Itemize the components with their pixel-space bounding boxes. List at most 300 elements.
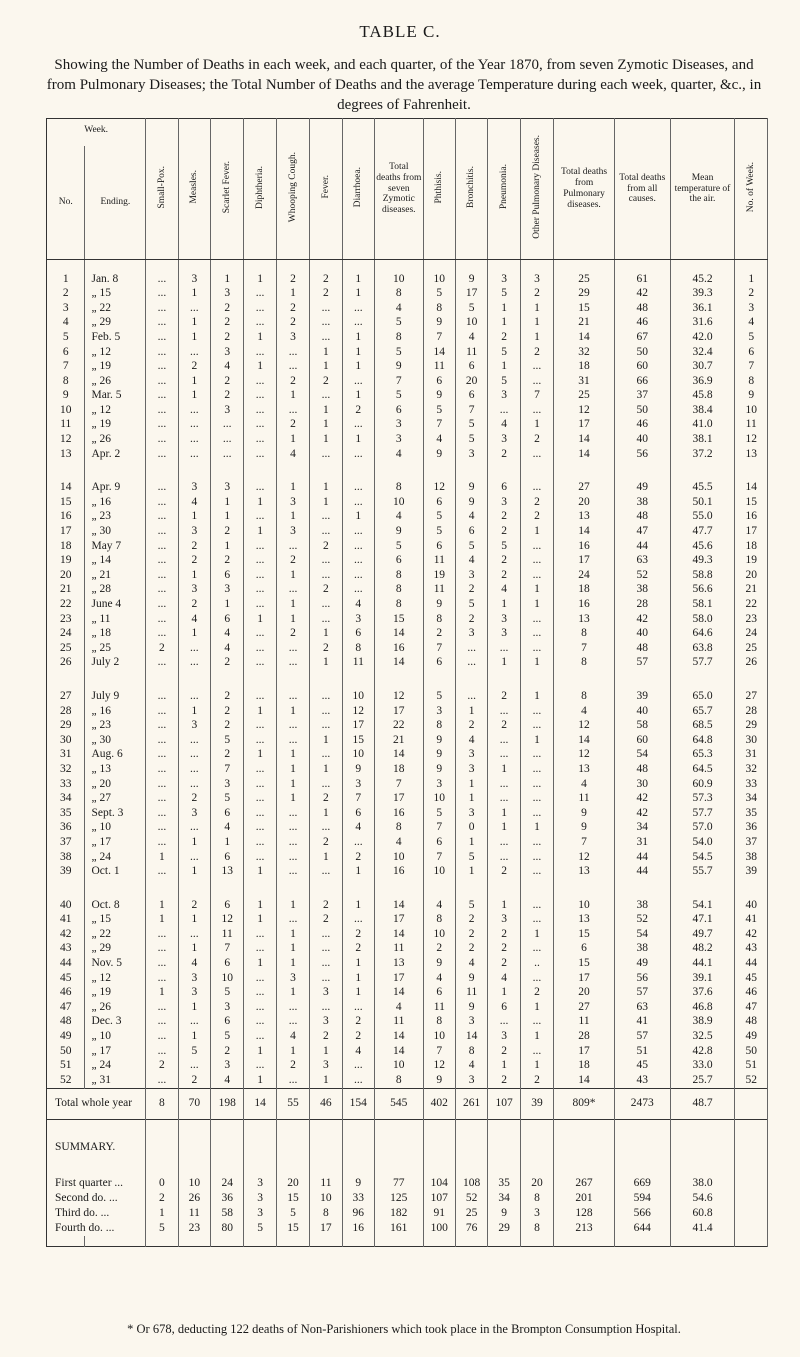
table-cell: 7	[211, 942, 244, 957]
table-cell: ...	[178, 748, 210, 763]
table-cell: ...	[244, 627, 276, 642]
spacer-cell	[488, 1236, 520, 1247]
summary-cell: 76	[455, 1221, 487, 1236]
table-cell: 15	[554, 927, 615, 942]
table-cell: 1	[488, 762, 520, 777]
table-cell: ...	[146, 495, 178, 510]
header-other-pulmonary: Other Pulmonary Diseases.	[520, 119, 553, 260]
table-cell: 1	[146, 898, 178, 913]
table-cell: 9	[423, 316, 455, 331]
table-cell: 5	[211, 733, 244, 748]
table-cell: 5	[423, 806, 455, 821]
table-cell: 1	[178, 865, 210, 880]
spacer-cell	[488, 260, 520, 273]
table-cell: 48	[614, 641, 670, 656]
table-row	[47, 525, 768, 540]
table-cell: 8	[423, 612, 455, 627]
week-number: 27	[47, 689, 85, 704]
week-number-right: 34	[735, 792, 768, 807]
table-cell: 1	[276, 942, 309, 957]
table-cell: 13	[554, 510, 615, 525]
totals-cell: 2473	[614, 1088, 670, 1119]
week-number: 22	[47, 597, 85, 612]
spacer-cell	[375, 1236, 424, 1247]
table-cell: 57.3	[670, 792, 735, 807]
spacer-cell	[670, 462, 735, 481]
table-cell: 2	[310, 287, 342, 302]
table-row	[47, 345, 768, 360]
table-cell: 3	[455, 1015, 487, 1030]
table-cell: ...	[146, 345, 178, 360]
table-cell: 4	[375, 447, 424, 462]
table-cell: 58.1	[670, 597, 735, 612]
table-cell: 1	[211, 539, 244, 554]
table-cell: ...	[276, 913, 309, 928]
table-cell: 28	[554, 1030, 615, 1045]
table-row	[47, 957, 768, 972]
table-row	[47, 481, 768, 496]
table-cell: 60	[614, 360, 670, 375]
week-ending: „ 20	[85, 777, 146, 792]
table-cell: 9	[423, 748, 455, 763]
table-cell: 36.1	[670, 301, 735, 316]
spacer-cell	[488, 462, 520, 481]
table-cell: 2	[178, 1073, 210, 1088]
table-cell: 65.0	[670, 689, 735, 704]
table-cell: 60.9	[670, 777, 735, 792]
table-cell: 28	[614, 597, 670, 612]
table-row	[47, 733, 768, 748]
table-cell: ...	[276, 656, 309, 671]
table-cell: 8	[375, 583, 424, 598]
table-cell: 1	[520, 656, 553, 671]
table-cell: 4	[211, 821, 244, 836]
summary-empty-cell	[554, 1119, 615, 1176]
week-number-right: 48	[735, 1015, 768, 1030]
week-number-right: 2	[735, 287, 768, 302]
table-cell: 1	[488, 986, 520, 1001]
week-number: 41	[47, 913, 85, 928]
table-cell: ...	[244, 418, 276, 433]
table-cell: 1	[146, 850, 178, 865]
spacer-cell	[342, 670, 374, 689]
spacer-row	[47, 1236, 768, 1247]
week-number-right: 46	[735, 986, 768, 1001]
table-cell: 1	[520, 330, 553, 345]
table-cell: 58.8	[670, 568, 735, 583]
table-cell: ...	[146, 360, 178, 375]
table-cell: ...	[520, 865, 553, 880]
week-number-right: 39	[735, 865, 768, 880]
table-cell: 9	[554, 821, 615, 836]
table-cell: 1	[276, 986, 309, 1001]
spacer-cell	[211, 1236, 244, 1247]
week-number: 45	[47, 971, 85, 986]
table-row	[47, 927, 768, 942]
table-cell: ...	[244, 510, 276, 525]
week-number-right: 47	[735, 1000, 768, 1015]
week-number-right: 3	[735, 301, 768, 316]
table-cell: 9	[423, 762, 455, 777]
header-small-pox: Small-Pox.	[146, 119, 178, 260]
table-cell: 1	[310, 345, 342, 360]
week-number-right: 29	[735, 719, 768, 734]
table-cell: 14	[554, 733, 615, 748]
table-cell: 2	[211, 316, 244, 331]
week-ending: „ 10	[85, 1030, 146, 1045]
spacer-cell	[85, 260, 146, 273]
spacer-cell	[276, 1236, 309, 1247]
week-number: 11	[47, 418, 85, 433]
table-cell: 32	[554, 345, 615, 360]
table-cell: 64.8	[670, 733, 735, 748]
spacer-cell	[670, 879, 735, 898]
table-cell: 2	[310, 898, 342, 913]
table-cell: 2	[178, 554, 210, 569]
table-cell: 30.7	[670, 360, 735, 375]
table-cell: 1	[276, 287, 309, 302]
summary-empty-cell	[310, 1119, 342, 1176]
table-cell: 2	[455, 927, 487, 942]
table-cell: 2	[488, 865, 520, 880]
table-cell: 7	[211, 762, 244, 777]
table-cell: 1	[178, 835, 210, 850]
table-cell: 1	[310, 360, 342, 375]
table-cell: 67	[614, 330, 670, 345]
table-row	[47, 510, 768, 525]
table-cell: 45.8	[670, 389, 735, 404]
week-ending: „ 15	[85, 913, 146, 928]
table-cell: 20	[455, 374, 487, 389]
table-row	[47, 1000, 768, 1015]
header-scarlet-fever: Scarlet Fever.	[211, 119, 244, 260]
table-cell: 2	[488, 957, 520, 972]
table-row	[47, 1073, 768, 1088]
table-cell: 2	[520, 1073, 553, 1088]
table-cell: 65.3	[670, 748, 735, 763]
table-cell: 41.0	[670, 418, 735, 433]
spacer-cell	[520, 462, 553, 481]
table-cell: ...	[244, 971, 276, 986]
table-cell: 1	[520, 927, 553, 942]
table-cell: ...	[211, 447, 244, 462]
table-cell: 42	[614, 612, 670, 627]
table-cell: 6	[423, 986, 455, 1001]
table-cell: 1	[276, 762, 309, 777]
table-cell: ...	[342, 539, 374, 554]
week-number-right: 43	[735, 942, 768, 957]
table-cell: 14	[554, 447, 615, 462]
week-number-right: 35	[735, 806, 768, 821]
table-cell: 3	[342, 777, 374, 792]
table-row	[47, 821, 768, 836]
table-cell: ...	[146, 418, 178, 433]
table-cell: 14	[375, 898, 424, 913]
spacer-cell	[735, 879, 768, 898]
table-cell: 2	[276, 554, 309, 569]
week-number: 52	[47, 1073, 85, 1088]
table-cell: 16	[375, 806, 424, 821]
table-cell: 14	[375, 927, 424, 942]
table-cell: ...	[520, 704, 553, 719]
spacer-cell	[455, 462, 487, 481]
table-cell: 1	[455, 792, 487, 807]
spacer-cell	[455, 1236, 487, 1247]
table-cell: 68.5	[670, 719, 735, 734]
week-number-right: 7	[735, 360, 768, 375]
table-cell: 1	[244, 957, 276, 972]
spacer-cell	[554, 670, 615, 689]
table-cell: 5	[423, 403, 455, 418]
table-cell: 27	[554, 481, 615, 496]
table-cell: 14	[375, 1044, 424, 1059]
summary-cell: 9	[488, 1206, 520, 1221]
table-cell: ...	[276, 835, 309, 850]
spacer-cell	[211, 260, 244, 273]
summary-empty-cell	[375, 1119, 424, 1176]
week-ending: „ 10	[85, 821, 146, 836]
table-cell: 1	[342, 865, 374, 880]
table-cell: 1	[310, 1044, 342, 1059]
summary-row	[47, 1176, 768, 1191]
week-number: 10	[47, 403, 85, 418]
summary-cell-empty	[735, 1176, 768, 1191]
table-cell: 1	[520, 418, 553, 433]
week-ending: „ 23	[85, 510, 146, 525]
table-cell: ...	[178, 345, 210, 360]
totals-cell: 545	[375, 1088, 424, 1119]
week-number-right: 19	[735, 554, 768, 569]
table-cell: ...	[342, 1073, 374, 1088]
summary-heading-row	[47, 1119, 768, 1176]
week-number: 34	[47, 792, 85, 807]
table-cell: 38	[614, 495, 670, 510]
table-cell: 4	[375, 301, 424, 316]
table-cell: 5	[455, 418, 487, 433]
table-cell: 32.4	[670, 345, 735, 360]
table-cell: ...	[178, 301, 210, 316]
table-cell: 9	[342, 762, 374, 777]
spacer-cell	[146, 1236, 178, 1247]
table-cell: 6	[211, 850, 244, 865]
table-cell: 44	[614, 865, 670, 880]
table-cell: 7	[554, 835, 615, 850]
table-cell: 11	[423, 554, 455, 569]
table-cell: 40	[614, 627, 670, 642]
spacer-cell	[455, 879, 487, 898]
table-cell: 2	[276, 272, 309, 287]
spacer-cell	[178, 260, 210, 273]
table-cell: ...	[276, 345, 309, 360]
spacer-row	[47, 260, 768, 273]
spacer-cell	[310, 260, 342, 273]
table-cell: ...	[244, 583, 276, 598]
table-cell: 7	[342, 792, 374, 807]
week-number-right: 10	[735, 403, 768, 418]
spacer-cell	[423, 462, 455, 481]
table-cell: 49	[614, 957, 670, 972]
totals-cell: 809*	[554, 1088, 615, 1119]
spacer-cell	[488, 879, 520, 898]
summary-empty-cell	[614, 1119, 670, 1176]
table-cell: 5	[488, 287, 520, 302]
table-cell: 58.0	[670, 612, 735, 627]
table-cell: 3	[178, 986, 210, 1001]
table-cell: 14	[375, 627, 424, 642]
summary-cell: 1	[146, 1206, 178, 1221]
table-cell: ...	[342, 301, 374, 316]
table-cell: 1	[244, 495, 276, 510]
spacer-cell	[455, 260, 487, 273]
table-cell: 10	[375, 850, 424, 865]
table-cell: 1	[310, 733, 342, 748]
table-cell: ...	[342, 481, 374, 496]
table-cell: 12	[423, 481, 455, 496]
table-cell: 8	[554, 689, 615, 704]
table-cell: 13	[554, 612, 615, 627]
table-cell: ...	[146, 597, 178, 612]
week-number-right: 41	[735, 913, 768, 928]
summary-cell: 267	[554, 1176, 615, 1191]
summary-cell: 77	[375, 1176, 424, 1191]
summary-cell: 201	[554, 1191, 615, 1206]
table-cell: 14	[554, 330, 615, 345]
week-ending: „ 19	[85, 360, 146, 375]
table-cell: 6	[423, 495, 455, 510]
week-number-right: 15	[735, 495, 768, 510]
table-cell: 4	[375, 510, 424, 525]
week-ending: „ 28	[85, 583, 146, 598]
week-number: 18	[47, 539, 85, 554]
table-cell: 4	[375, 1000, 424, 1015]
table-cell: ...	[146, 627, 178, 642]
table-cell: 4	[455, 554, 487, 569]
week-number: 28	[47, 704, 85, 719]
table-cell: 2	[488, 719, 520, 734]
table-cell: 5	[488, 345, 520, 360]
table-cell: 10	[423, 272, 455, 287]
table-cell: 1	[520, 733, 553, 748]
week-ending: „ 22	[85, 927, 146, 942]
table-cell: 38	[614, 942, 670, 957]
table-cell: 9	[554, 806, 615, 821]
week-number: 7	[47, 360, 85, 375]
week-number: 31	[47, 748, 85, 763]
table-row	[47, 583, 768, 598]
table-cell: 2	[310, 913, 342, 928]
table-cell: ...	[520, 554, 553, 569]
summary-cell: 15	[276, 1191, 309, 1206]
table-cell: 1	[178, 287, 210, 302]
table-cell: 14	[554, 433, 615, 448]
table-cell: 5	[423, 525, 455, 540]
table-cell: 1	[244, 898, 276, 913]
table-cell: 2	[488, 447, 520, 462]
table-cell: 2	[488, 554, 520, 569]
table-cell: 4	[211, 627, 244, 642]
table-cell: 6	[211, 612, 244, 627]
table-cell: 7	[455, 403, 487, 418]
table-cell: 5	[211, 1030, 244, 1045]
table-cell: 51	[614, 1044, 670, 1059]
table-cell: 1	[488, 806, 520, 821]
week-ending: „ 21	[85, 568, 146, 583]
table-cell: 3	[211, 583, 244, 598]
table-cell: 1	[276, 792, 309, 807]
table-cell: ...	[342, 1059, 374, 1074]
summary-cell: 41.4	[670, 1221, 735, 1236]
table-cell: ...	[520, 748, 553, 763]
week-number-right: 42	[735, 927, 768, 942]
table-cell: ...	[244, 568, 276, 583]
summary-empty-cell	[423, 1119, 455, 1176]
table-cell: 11	[211, 927, 244, 942]
summary-label: Third do. ...	[47, 1206, 146, 1221]
totals-row	[47, 1088, 768, 1119]
summary-cell: 96	[342, 1206, 374, 1221]
table-cell: 16	[554, 597, 615, 612]
table-cell: 48.2	[670, 942, 735, 957]
week-number-right: 21	[735, 583, 768, 598]
table-cell: 17	[554, 554, 615, 569]
table-cell: 1	[520, 525, 553, 540]
week-number: 26	[47, 656, 85, 671]
table-row	[47, 495, 768, 510]
spacer-cell	[375, 879, 424, 898]
table-cell: 13	[554, 913, 615, 928]
table-cell: 6	[211, 898, 244, 913]
table-cell: 50	[614, 403, 670, 418]
table-cell: 2	[178, 597, 210, 612]
table-cell: ...	[178, 927, 210, 942]
spacer-cell	[85, 462, 146, 481]
table-cell: ...	[520, 806, 553, 821]
summary-cell: 11	[178, 1206, 210, 1221]
table-cell: 3	[211, 1059, 244, 1074]
table-cell: 7	[423, 418, 455, 433]
table-cell: 1	[520, 821, 553, 836]
table-cell: 9	[375, 360, 424, 375]
week-number: 38	[47, 850, 85, 865]
spacer-cell	[244, 260, 276, 273]
week-number: 6	[47, 345, 85, 360]
summary-cell: 0	[146, 1176, 178, 1191]
totals-cell: 39	[520, 1088, 553, 1119]
table-cell: 1	[244, 360, 276, 375]
week-number: 36	[47, 821, 85, 836]
table-row	[47, 287, 768, 302]
week-number-right: 49	[735, 1030, 768, 1045]
table-cell: 1	[455, 865, 487, 880]
table-cell: 17	[342, 719, 374, 734]
spacer-cell	[614, 1236, 670, 1247]
table-row	[47, 403, 768, 418]
week-number-right: 4	[735, 316, 768, 331]
spacer-cell	[47, 260, 85, 273]
table-cell: 1	[342, 898, 374, 913]
week-ending: Apr. 2	[85, 447, 146, 462]
table-cell: 2	[211, 554, 244, 569]
table-cell: 3	[455, 447, 487, 462]
table-row	[47, 374, 768, 389]
table-cell: ...	[342, 374, 374, 389]
table-cell: 9	[455, 481, 487, 496]
week-ending: „ 14	[85, 554, 146, 569]
spacer-cell	[520, 879, 553, 898]
table-cell: ...	[178, 418, 210, 433]
table-cell: ...	[244, 835, 276, 850]
table-cell: ...	[342, 316, 374, 331]
